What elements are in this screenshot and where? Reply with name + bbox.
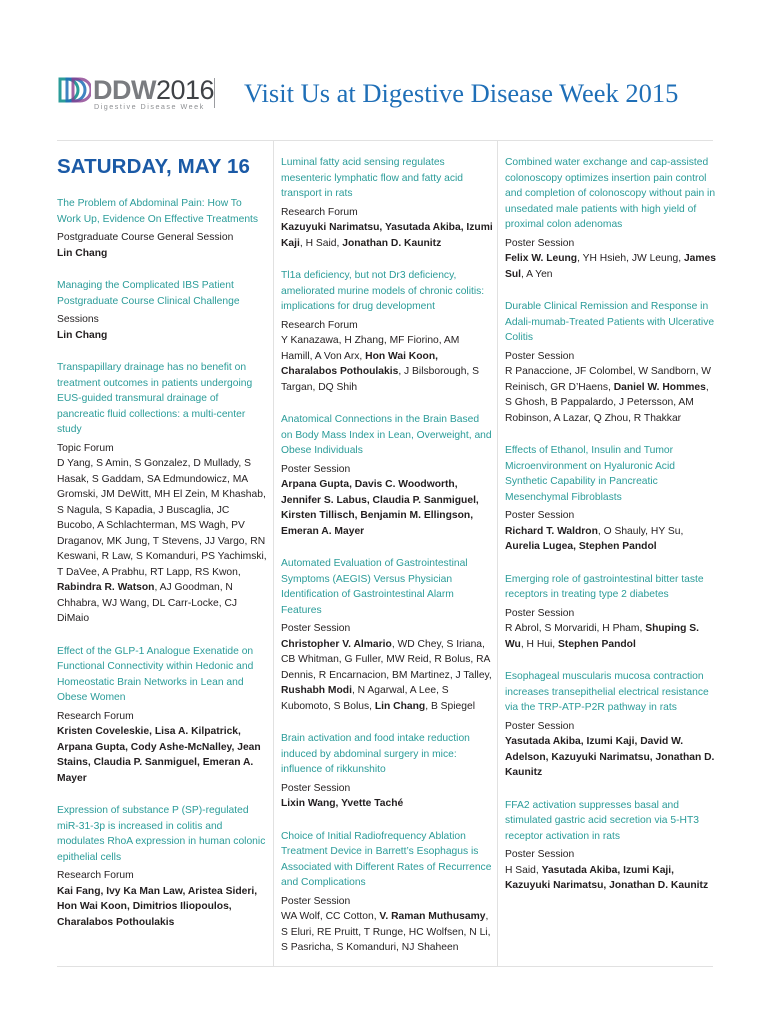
session-type: Research Forum [57,710,134,722]
author-text: , H Hui, [520,638,559,650]
author-text: , J Bilsborough, S Targan, DQ Shih [281,366,480,393]
column-3 [505,155,717,911]
author-text: Y Kanazawa, H Zhang, MF Fiorino, AM Hamill, A Von Arx, [281,335,460,362]
author-text: , WD Chey, S Iriana, CB Whitman, G Fuller, MW Reid, R Bolus, RA Dennis, R Encarnacion, BM Martinez, J Talley, [281,638,492,681]
ddw-logo-icon [57,76,91,104]
author-list [505,621,717,652]
author-list [281,637,493,715]
presentation-entry [281,412,493,539]
author-list [505,364,717,426]
author-text: R Abrol, S Morvaridi, H Pham, [505,623,646,634]
page-header [57,72,717,118]
author-text: R Panaccione, JF Colombel, W Sandborn, W Reinisch, GR D’Haens, [505,366,712,393]
highlighted-author: Kristen Coveleskie, Lisa A. Kilpatrick, Arpana Gupta, Cody Ashe-McNalley, Jean Stains, Claudia P. Sanmiguel, Emeran A. Mayer [57,726,261,784]
author-list [57,884,267,931]
author-list [281,333,493,395]
highlighted-author: James Sul [505,253,716,280]
highlighted-author: Kazuyuki Narimatsu, Yasutada Akiba, Izumi Kaji [281,222,493,249]
presentation-entry [281,155,493,251]
ddw-logo [57,75,215,116]
logo-text: DDW [93,75,156,105]
highlighted-author: Stephen Pandol [558,638,636,650]
session-type: Postgraduate Course General Session [57,232,234,243]
author-text: D Yang, S Amin, S Gonzalez, D Mullady, S Hasak, S Gaddam, SA Edmundowicz, MA Gromski, JM DeWitt, MH El Zein, M Khashab, S Nagula, S Kapadia, J Buscaglia, JC Bucobo, A Schlachterman, MS Wagh, PV Draganov, MK Jung, T Stevens, JJ Vargo, RN Keswani, R Law, S Komanduri, PS Yachimski, T DaVee, A Prabhu, RT Lapp, RS Kwon, [57,458,267,578]
presentation-title: The Problem of Abdominal Pain: How To Work Up, Evidence On Effective Treatments [57,198,259,225]
page-title: Visit Us at Digestive Disease Week 2015 [244,78,679,108]
presentation-entry [57,644,267,787]
author-list [505,524,717,555]
author-text: , O Shauly, HY Su, [597,525,684,537]
presentation-title: Esophageal muscularis mucosa contraction increases transepithelial electrical resistance via the TRP-ATP-P2R pathway in rats [505,671,709,713]
highlighted-author: Daniel W. Hommes [613,381,706,393]
presentation-title: Durable Clinical Remission and Response in Adali-mumab-Treated Patients with Ulcerative Colitis [505,301,715,343]
author-list [57,724,267,786]
session-type: Poster Session [281,623,351,634]
presentation-entry [505,572,717,653]
presentation-title: Managing the Complicated IBS Patient Postgraduate Course Clinical Challenge [57,280,240,307]
column-1 [57,155,267,947]
presentation-entry [505,155,717,282]
highlighted-author: Lin Chang [57,247,108,259]
highlighted-author: Christopher V. Almario [281,638,392,650]
presentation-title: FFA2 activation suppresses basal and stimulated gastric acid secretion via 5-HT3 receptor activation in rats [505,799,700,842]
presentation-entry [505,798,717,894]
presentation-entry [281,268,493,395]
session-type: Poster Session [505,237,575,249]
session-type: Sessions [57,314,99,325]
session-type: Research Forum [57,870,134,881]
author-text: H Said, [505,864,542,876]
presentation-title: Effect of the GLP-1 Analogue Exenatide on Functional Connectivity within Hedonic and Homeostatic Brain Networks in Lean and Obese Women [57,645,254,703]
author-text: , N Agarwal, A Lee, S Kubomoto, S Bolus, [281,685,449,712]
presentation-entry [505,299,717,426]
header-divider [214,78,215,108]
presentation-entry [57,360,267,627]
day-heading: SATURDAY, MAY 16 [57,155,251,178]
presentation-title: Combined water exchange and cap-assisted colonoscopy optimizes insertion pain control and completion of colonoscopy without pain in unsedated male patients with high yield of proximal colon adenomas [505,157,716,230]
highlighted-author: Lixin Wang, Yvette Taché [281,798,404,809]
highlighted-author: Lin Chang [57,329,108,341]
highlighted-author: Arpana Gupta, Davis C. Woodworth, Jennifer S. Labus, Claudia P. Sanmiguel, Kirsten Tillisch, Benjamin M. Ellingson, Emeran A. Mayer [281,479,479,537]
author-list [505,863,717,894]
highlighted-author: V. Raman Muthusamy [379,911,486,922]
session-type: Poster Session [505,350,575,362]
highlighted-author: Richard T. Waldron [505,525,598,537]
column-divider [273,141,274,966]
highlighted-author: Felix W. Leung [505,253,578,264]
presentation-entry [505,669,717,781]
highlighted-author: Rabindra R. Watson [57,582,155,593]
presentation-title: Emerging role of gastrointestinal bitter taste receptors in treating type 2 diabetes [505,573,704,600]
presentation-entry [281,556,493,714]
presentation-title: Transpapillary drainage has no benefit on treatment outcomes in patients undergoing EUS-guided transmural drainage of pancreatic fluid collections: a multi-center study [57,362,253,435]
session-type: Poster Session [281,463,351,475]
presentation-entry [281,829,493,956]
presentation-entry [57,278,267,343]
author-text: , S Eluri, RE Pruitt, T Runge, HC Wolfsen, N Li, S Pasricha, S Komanduri, NJ Shaheen [281,911,491,953]
top-rule [57,140,713,141]
session-type: Poster Session [281,895,351,907]
author-list [281,796,493,812]
highlighted-author: Rushabh Modi [281,685,352,696]
highlighted-author: Hon Wai Koon, Charalabos Pothoulakis [281,350,438,377]
author-list [281,909,493,956]
presentation-title: Choice of Initial Radiofrequency Ablation Treatment Device in Barrett’s Esophagus is Associated with Different Rates of Recurrence and Complications [281,830,492,888]
presentation-title: Automated Evaluation of Gastrointestinal Symptoms (AEGIS) Versus Physician Identification of Gastrointestinal Alarm Features [281,558,468,616]
author-text: , S Ghosh, B Pappalardo, J Petersson, AM Robinson, A Lazar, Q Zhou, R Thakkar [505,381,709,424]
logo-year: 2016 [155,75,215,105]
session-type: Poster Session [505,849,575,860]
session-type: Topic Forum [57,442,114,454]
author-text: WA Wolf, CC Cotton, [281,911,380,922]
session-type: Research Forum [281,206,358,218]
presentation-entry [57,196,267,261]
highlighted-author: Lin Chang [374,700,426,712]
author-list [505,734,717,781]
presentation-title: Expression of substance P (SP)-regulated miR-31-3p is increased in colitis and modulates RhoA expression in human colonic epithelial cells [57,805,266,863]
logo-subtitle: Digestive Disease Week [94,102,205,111]
presentation-entry [57,803,267,930]
highlighted-author: Yasutada Akiba, Izumi Kaji, Kazuyuki Narimatsu, Jonathan D. Kaunitz [505,864,709,891]
presentation-title: Luminal fatty acid sensing regulates mesenteric lymphatic flow and fatty acid transport in rats [281,157,463,199]
author-list [281,477,493,539]
session-type: Poster Session [505,720,575,732]
highlighted-author: Yasutada Akiba, Izumi Kaji, David W. Adelson, Kazuyuki Narimatsu, Jonathan D. Kaunitz [505,736,715,778]
author-list [57,456,267,627]
highlighted-author: Jonathan D. Kaunitz [342,237,442,249]
column-2 [281,155,493,973]
session-type: Research Forum [281,319,358,331]
author-list [281,220,493,251]
highlighted-author: Shuping S. Wu [505,623,699,650]
author-list [57,246,267,262]
author-text: , AJ Goodman, N Chhabra, WJ Wang, DL Carr-Locke, CJ DiMaio [57,582,238,624]
highlighted-author: Kai Fang, Ivy Ka Man Law, Aristea Sideri, Hon Wai Koon, Dimitrios Iliopoulos, Charalabos Pothoulakis [57,885,258,928]
presentation-entry [505,443,717,555]
presentation-title: Brain activation and food intake reduction induced by abdominal surgery in mice: influence of rikkunshito [281,733,470,775]
highlighted-author: Aurelia Lugea, Stephen Pandol [505,541,657,552]
author-text: , B Spiegel [425,700,476,712]
author-list [57,328,267,344]
session-type: Poster Session [281,782,351,794]
presentation-title: Effects of Ethanol, Insulin and Tumor Microenvironment on Hyaluronic Acid Synthetic Capability in Pancreatic Mesenchymal Fibroblasts [505,445,675,503]
presentation-title: Tl1a deficiency, but not Dr3 deficiency, ameliorated murine models of chronic colitis: implications for drug development [281,270,485,312]
author-text: , H Said, [299,237,343,249]
session-type: Poster Session [505,510,575,521]
author-text: , A Yen [521,268,553,280]
presentation-entry [281,731,493,812]
presentation-title: Anatomical Connections in the Brain Based on Body Mass Index in Lean, Overweight, and Obese Individuals [281,414,492,456]
column-divider [497,141,498,966]
author-text: , YH Hsieh, JW Leung, [577,253,684,264]
author-list [505,251,717,282]
logo-wordmark [93,75,214,105]
session-type: Poster Session [505,607,575,619]
